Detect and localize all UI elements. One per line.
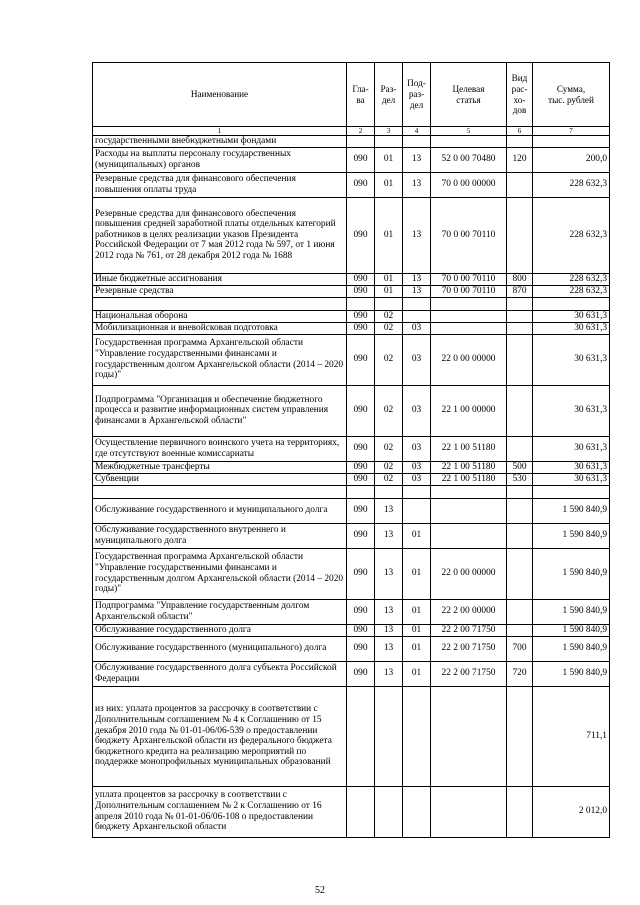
cell-vid (507, 436, 533, 461)
header-summa: Сумма, тыс. рублей (533, 63, 610, 127)
cell-podrazdel: 01 (403, 636, 431, 661)
cell-name: Обслуживание государственного долга субъекта Российской Федерации (93, 661, 347, 686)
table-row (93, 599, 610, 624)
cell-celevaya (431, 498, 507, 523)
cell-podrazdel (403, 498, 431, 523)
cell-celevaya: 22 2 00 00000 (431, 599, 507, 624)
cell-glava: 090 (347, 661, 375, 686)
cell-razdel: 02 (375, 385, 403, 436)
cell-name: Государственная программа Архангельской области "Управление государственными финансами и государственным долгом Архангельской области (2014 – 2020 годы)" (93, 334, 347, 385)
cell-name (93, 297, 347, 310)
cell-name: Иные бюджетные ассигнования (93, 273, 347, 285)
table-row (93, 297, 610, 310)
cell-name: Подпрограмма "Организация и обеспечение бюджетного процесса и развитие информационных систем управления финансами в Архангельской области" (93, 385, 347, 436)
cell-summa: 30 631,3 (533, 385, 610, 436)
table-row (93, 322, 610, 334)
cell-razdel: 01 (375, 172, 403, 197)
cell-vid (507, 624, 533, 636)
cell-razdel: 01 (375, 147, 403, 172)
cell-name: Государственная программа Архангельской области "Управление государственными финансами и государственным долгом Архангельской области (2014 – 2020 годы)" (93, 548, 347, 599)
column-number-row (93, 127, 610, 136)
cell-summa: 228 632,3 (533, 285, 610, 297)
cell-celevaya (431, 310, 507, 322)
cell-name: Обслуживание государственного долга (93, 624, 347, 636)
cell-celevaya: 70 0 00 70110 (431, 285, 507, 297)
cell-name: Межбюджетные трансферты (93, 461, 347, 473)
cell-podrazdel: 13 (403, 273, 431, 285)
cell-razdel: 02 (375, 322, 403, 334)
cell-razdel: 02 (375, 436, 403, 461)
cell-summa: 30 631,3 (533, 461, 610, 473)
cell-razdel (375, 136, 403, 148)
cell-razdel (375, 297, 403, 310)
cell-celevaya (431, 297, 507, 310)
cell-name: Расходы на выплаты персоналу государственных (муниципальных) органов (93, 147, 347, 172)
cell-glava: 090 (347, 285, 375, 297)
cell-glava (347, 485, 375, 498)
table-row (93, 310, 610, 322)
column-number: 7 (533, 127, 610, 136)
cell-summa: 228 632,3 (533, 273, 610, 285)
cell-glava: 090 (347, 334, 375, 385)
cell-celevaya: 22 1 00 51180 (431, 461, 507, 473)
cell-vid (507, 322, 533, 334)
cell-razdel: 02 (375, 310, 403, 322)
cell-glava: 090 (347, 197, 375, 273)
cell-podrazdel (403, 136, 431, 148)
table-row (93, 786, 610, 837)
table-row (93, 523, 610, 548)
cell-glava: 090 (347, 322, 375, 334)
table-row (93, 686, 610, 786)
cell-glava: 090 (347, 636, 375, 661)
cell-vid (507, 686, 533, 786)
cell-celevaya: 22 1 00 51180 (431, 473, 507, 485)
cell-name: Резервные средства для финансового обеспечения повышения средней заработной платы отдельных категорий работников в целях реализации указов Президента Российской Федерации от 7 мая 2012 года № 597, от 1 июня 2012 года № 761, от 28 декабря 2012 года № 1688 (93, 197, 347, 273)
table-row (93, 172, 610, 197)
cell-glava: 090 (347, 523, 375, 548)
table-row (93, 661, 610, 686)
table-header-row (93, 63, 610, 127)
cell-razdel: 01 (375, 273, 403, 285)
cell-name: Обслуживание государственного и муниципального долга (93, 498, 347, 523)
cell-name: Обслуживание государственного (муниципального) долга (93, 636, 347, 661)
cell-name (93, 485, 347, 498)
cell-name: государственными внебюджетными фондами (93, 136, 347, 148)
cell-celevaya: 22 2 00 71750 (431, 636, 507, 661)
cell-podrazdel: 03 (403, 334, 431, 385)
table-body (93, 136, 610, 838)
header-celevaya: Целевая статья (431, 63, 507, 127)
cell-summa: 228 632,3 (533, 172, 610, 197)
cell-celevaya: 22 0 00 00000 (431, 334, 507, 385)
cell-razdel: 13 (375, 523, 403, 548)
table-row (93, 385, 610, 436)
cell-name: Подпрограмма "Управление государственным долгом Архангельской области" (93, 599, 347, 624)
cell-celevaya (431, 786, 507, 837)
cell-razdel (375, 786, 403, 837)
table-row (93, 498, 610, 523)
table-row (93, 147, 610, 172)
cell-summa: 1 590 840,9 (533, 624, 610, 636)
cell-celevaya: 22 0 00 00000 (431, 548, 507, 599)
cell-summa: 2 012,0 (533, 786, 610, 837)
table-row (93, 197, 610, 273)
cell-summa: 1 590 840,9 (533, 523, 610, 548)
cell-podrazdel (403, 786, 431, 837)
cell-podrazdel: 03 (403, 322, 431, 334)
cell-glava: 090 (347, 310, 375, 322)
cell-summa: 30 631,3 (533, 310, 610, 322)
cell-vid: 120 (507, 147, 533, 172)
table-row (93, 485, 610, 498)
cell-razdel: 13 (375, 624, 403, 636)
cell-name: из них: уплата процентов за рассрочку в соответствии с Дополнительным соглашением № 4 к Соглашению от 15 декабря 2010 года № 01-01-06/06-539 о предоставлении бюджету Архангельской области из федерального бюджета бюджетного кредита на реализацию мероприятий по поддержке монопрофильных муниципальных образований (93, 686, 347, 786)
cell-vid (507, 786, 533, 837)
cell-razdel: 02 (375, 461, 403, 473)
table-row (93, 334, 610, 385)
header-glava: Гла- ва (347, 63, 375, 127)
table-row (93, 461, 610, 473)
column-number: 6 (507, 127, 533, 136)
cell-name: уплата процентов за рассрочку в соответствии с Дополнительным соглашением № 2 к Соглашению от 16 апреля 2010 года № 01-01-06/06-108 о предоставлении бюджету Архангельской области (93, 786, 347, 837)
cell-podrazdel (403, 297, 431, 310)
cell-glava (347, 686, 375, 786)
cell-podrazdel: 13 (403, 172, 431, 197)
cell-razdel: 01 (375, 197, 403, 273)
cell-razdel: 13 (375, 661, 403, 686)
table-row (93, 273, 610, 285)
cell-glava: 090 (347, 473, 375, 485)
cell-celevaya (431, 523, 507, 548)
cell-name: Резервные средства (93, 285, 347, 297)
page-number: 52 (315, 885, 325, 896)
cell-podrazdel: 13 (403, 285, 431, 297)
cell-glava: 090 (347, 172, 375, 197)
cell-glava: 090 (347, 385, 375, 436)
cell-glava: 090 (347, 436, 375, 461)
cell-summa: 1 590 840,9 (533, 498, 610, 523)
cell-celevaya: 22 1 00 00000 (431, 385, 507, 436)
table-row (93, 624, 610, 636)
header-razdel: Раз- дел (375, 63, 403, 127)
cell-podrazdel: 13 (403, 147, 431, 172)
cell-vid (507, 172, 533, 197)
cell-vid (507, 297, 533, 310)
cell-vid: 870 (507, 285, 533, 297)
cell-name: Субвенции (93, 473, 347, 485)
cell-celevaya: 22 1 00 51180 (431, 436, 507, 461)
table-row (93, 636, 610, 661)
cell-podrazdel: 01 (403, 661, 431, 686)
cell-razdel: 13 (375, 636, 403, 661)
cell-podrazdel (403, 686, 431, 786)
cell-podrazdel: 01 (403, 548, 431, 599)
cell-razdel (375, 686, 403, 786)
cell-name: Обслуживание государственного внутреннего и муниципального долга (93, 523, 347, 548)
cell-name: Национальная оборона (93, 310, 347, 322)
cell-vid: 530 (507, 473, 533, 485)
cell-vid (507, 197, 533, 273)
cell-razdel: 02 (375, 473, 403, 485)
cell-vid (507, 498, 533, 523)
column-number: 3 (375, 127, 403, 136)
cell-celevaya: 52 0 00 70480 (431, 147, 507, 172)
table-row (93, 473, 610, 485)
cell-vid (507, 485, 533, 498)
cell-celevaya (431, 136, 507, 148)
cell-celevaya: 70 0 00 70110 (431, 273, 507, 285)
cell-vid: 500 (507, 461, 533, 473)
budget-table (92, 62, 610, 838)
cell-summa: 228 632,3 (533, 197, 610, 273)
cell-summa: 30 631,3 (533, 436, 610, 461)
cell-celevaya (431, 485, 507, 498)
header-name: Наименование (93, 63, 347, 127)
cell-vid (507, 548, 533, 599)
cell-summa (533, 485, 610, 498)
cell-vid: 720 (507, 661, 533, 686)
cell-celevaya: 22 2 00 71750 (431, 661, 507, 686)
column-number: 2 (347, 127, 375, 136)
cell-glava: 090 (347, 273, 375, 285)
cell-glava: 090 (347, 624, 375, 636)
cell-summa: 1 590 840,9 (533, 599, 610, 624)
cell-glava: 090 (347, 461, 375, 473)
cell-razdel: 01 (375, 285, 403, 297)
cell-podrazdel: 03 (403, 461, 431, 473)
cell-glava: 090 (347, 498, 375, 523)
cell-summa: 1 590 840,9 (533, 661, 610, 686)
table-row (93, 548, 610, 599)
cell-podrazdel (403, 485, 431, 498)
cell-glava: 090 (347, 147, 375, 172)
cell-podrazdel: 01 (403, 624, 431, 636)
cell-podrazdel: 01 (403, 523, 431, 548)
cell-glava (347, 297, 375, 310)
cell-summa (533, 297, 610, 310)
cell-name: Мобилизационная и вневойсковая подготовка (93, 322, 347, 334)
table-row (93, 136, 610, 148)
column-number: 1 (93, 127, 347, 136)
cell-razdel: 02 (375, 334, 403, 385)
cell-summa: 30 631,3 (533, 473, 610, 485)
cell-summa (533, 136, 610, 148)
cell-summa: 30 631,3 (533, 334, 610, 385)
cell-glava: 090 (347, 599, 375, 624)
cell-podrazdel: 01 (403, 599, 431, 624)
cell-podrazdel: 03 (403, 436, 431, 461)
cell-vid (507, 599, 533, 624)
cell-vid (507, 334, 533, 385)
cell-vid (507, 385, 533, 436)
cell-celevaya: 22 2 00 71750 (431, 624, 507, 636)
cell-podrazdel: 03 (403, 473, 431, 485)
cell-podrazdel (403, 310, 431, 322)
column-number: 5 (431, 127, 507, 136)
cell-celevaya: 70 0 00 70110 (431, 197, 507, 273)
cell-summa: 1 590 840,9 (533, 636, 610, 661)
cell-celevaya: 70 0 00 00000 (431, 172, 507, 197)
cell-razdel (375, 485, 403, 498)
cell-vid: 800 (507, 273, 533, 285)
cell-summa: 711,1 (533, 686, 610, 786)
cell-podrazdel: 03 (403, 385, 431, 436)
cell-celevaya (431, 322, 507, 334)
cell-celevaya (431, 686, 507, 786)
cell-summa: 30 631,3 (533, 322, 610, 334)
cell-vid (507, 310, 533, 322)
cell-podrazdel: 13 (403, 197, 431, 273)
cell-vid: 700 (507, 636, 533, 661)
cell-name: Осуществление первичного воинского учета на территориях, где отсутствуют военные комиссариаты (93, 436, 347, 461)
cell-summa: 1 590 840,9 (533, 548, 610, 599)
column-number: 4 (403, 127, 431, 136)
cell-razdel: 13 (375, 548, 403, 599)
cell-glava (347, 786, 375, 837)
cell-vid (507, 136, 533, 148)
cell-vid (507, 523, 533, 548)
cell-summa: 200,0 (533, 147, 610, 172)
header-vid: Вид рас- хо- дов (507, 63, 533, 127)
cell-razdel: 13 (375, 498, 403, 523)
table-row (93, 285, 610, 297)
cell-name: Резервные средства для финансового обеспечения повышения оплаты труда (93, 172, 347, 197)
cell-razdel: 13 (375, 599, 403, 624)
header-podrazdel: Под- раз- дел (403, 63, 431, 127)
cell-glava (347, 136, 375, 148)
table-row (93, 436, 610, 461)
cell-glava: 090 (347, 548, 375, 599)
